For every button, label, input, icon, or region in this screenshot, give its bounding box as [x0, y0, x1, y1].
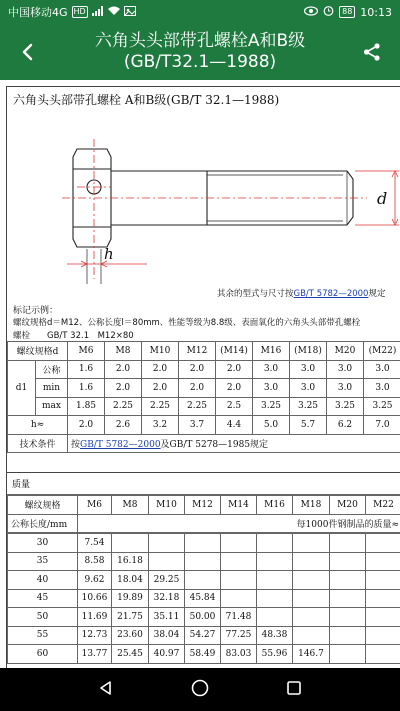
cell: 6.2	[327, 416, 364, 435]
header-thread-size: 螺纹规格d	[8, 342, 68, 361]
mass-cell	[221, 589, 257, 608]
size-cell: M20	[327, 342, 364, 361]
mass-cell	[293, 626, 330, 645]
table-row	[8, 608, 400, 627]
row-label: 公称	[36, 360, 68, 379]
cell: 2.0	[105, 360, 142, 379]
dimensions-table	[7, 341, 400, 453]
cell: 4.4	[216, 416, 253, 435]
size-cell: M10	[142, 342, 179, 361]
mass-cell: 146.7	[293, 645, 330, 664]
cell: 2.25	[179, 397, 216, 416]
header-length: 公称长度/mm	[8, 514, 78, 533]
mass-cell	[185, 534, 221, 553]
mass-table-body	[7, 533, 400, 664]
battery-icon: 88	[339, 6, 355, 18]
content-area[interactable]	[0, 80, 400, 668]
mass-cell: 9.62	[78, 571, 112, 590]
mass-cell: 21.75	[112, 608, 149, 627]
mass-cell	[330, 534, 366, 553]
mass-cell: 16.18	[112, 552, 149, 571]
table-row	[8, 434, 400, 453]
mass-cell	[257, 571, 293, 590]
share-icon	[362, 42, 382, 62]
mass-cell: 32.18	[149, 589, 185, 608]
size-cell: M14	[221, 496, 257, 515]
carrier-label: 中国移动4G	[8, 6, 68, 19]
mass-cell	[257, 534, 293, 553]
size-cell: M6	[78, 496, 112, 515]
bolt-drawing	[7, 109, 400, 284]
mass-cell	[149, 552, 185, 571]
status-bar	[0, 0, 400, 24]
mass-cell	[257, 608, 293, 627]
mass-cell: 11.69	[78, 608, 112, 627]
size-cell: M16	[253, 342, 290, 361]
notification-icon	[124, 6, 136, 19]
length-cell: 55	[8, 626, 78, 645]
cell: 3.25	[364, 397, 400, 416]
mass-cell: 35.11	[149, 608, 185, 627]
cell: 3.0	[253, 360, 290, 379]
mass-cell: 50.00	[185, 608, 221, 627]
cell: 3.25	[327, 397, 364, 416]
tech-prefix: 按	[71, 439, 81, 450]
cell: 3.0	[290, 379, 327, 398]
mass-cell	[330, 552, 366, 571]
share-button[interactable]	[344, 24, 400, 80]
cell: 1.85	[68, 397, 105, 416]
cell: 3.0	[364, 360, 400, 379]
triangle-back-icon	[98, 680, 114, 696]
mass-cell	[330, 571, 366, 590]
mass-cell: 19.89	[112, 589, 149, 608]
marking-example-2: 螺栓 GB/T 32.1 M12×80	[13, 331, 134, 341]
page-title: 六角头头部带孔螺栓A和B级(GB/T32.1—1988)	[94, 31, 306, 72]
mass-cell	[185, 571, 221, 590]
square-recents-icon	[286, 680, 302, 696]
mass-cell	[221, 571, 257, 590]
mass-cell: 25.45	[112, 645, 149, 664]
row-label: min	[36, 379, 68, 398]
size-cell: M16	[257, 496, 293, 515]
mass-cell: 29.25	[149, 571, 185, 590]
cell: 3.0	[253, 379, 290, 398]
form-note-suffix: 规定	[368, 289, 386, 299]
cell: 2.0	[142, 379, 179, 398]
navigation-bar	[0, 668, 400, 711]
d1-label: d1	[8, 360, 36, 416]
row-label: h≈	[8, 416, 68, 435]
mass-cell: 58.49	[185, 645, 221, 664]
mass-cell: 54.27	[185, 626, 221, 645]
table-row	[8, 342, 400, 361]
mass-cell	[293, 589, 330, 608]
tech-suffix: 及GB/T 5278—1985规定	[160, 439, 269, 450]
cell: 3.0	[327, 379, 364, 398]
mass-cell	[293, 571, 330, 590]
cell: 2.25	[142, 397, 179, 416]
nav-home-button[interactable]	[191, 679, 209, 701]
table-row	[8, 397, 400, 416]
mass-cell: 48.38	[257, 626, 293, 645]
length-cell: 50	[8, 608, 78, 627]
form-note-prefix: 其余的型式与尺寸按	[217, 289, 294, 299]
unit-note: 每1000件钢制品的质量≈	[78, 514, 400, 533]
size-cell: M10	[149, 496, 185, 515]
mass-cell: 12.73	[78, 626, 112, 645]
mass-cell	[330, 645, 366, 664]
cell: 2.0	[68, 416, 105, 435]
mass-title: 质量	[7, 473, 400, 495]
mass-cell	[293, 608, 330, 627]
nav-recents-button[interactable]	[286, 680, 302, 700]
size-cell: (M14)	[216, 342, 253, 361]
cell: 5.0	[253, 416, 290, 435]
table-row	[8, 360, 400, 379]
size-cell: M12	[179, 342, 216, 361]
mass-cell	[257, 589, 293, 608]
size-cell: M18	[293, 496, 330, 515]
mass-cell: 7.54	[78, 534, 112, 553]
length-cell: 35	[8, 552, 78, 571]
cell: 3.0	[327, 360, 364, 379]
standard-link-2[interactable]: GB/T 5782—2000	[80, 439, 161, 450]
cell: 2.0	[179, 379, 216, 398]
table-row	[8, 552, 400, 571]
cell: 2.0	[216, 379, 253, 398]
standard-link-1[interactable]: GB/T 5782—2000	[293, 289, 369, 299]
circle-home-icon	[191, 679, 209, 697]
mass-cell	[366, 589, 400, 608]
mass-cell	[366, 645, 400, 664]
table-row	[8, 496, 400, 515]
cell: 1.6	[68, 360, 105, 379]
table-row	[8, 514, 400, 533]
table-row	[8, 571, 400, 590]
cell: 5.7	[290, 416, 327, 435]
mass-cell: 77.25	[221, 626, 257, 645]
size-cell: M12	[185, 496, 221, 515]
marking-label: 标记示例：	[13, 306, 59, 316]
mass-cell	[330, 608, 366, 627]
row-label: 技术条件	[8, 434, 68, 453]
alarm-icon	[323, 5, 334, 19]
cell: 2.0	[179, 360, 216, 379]
mass-cell	[366, 626, 400, 645]
table-row	[8, 379, 400, 398]
cell: 2.5	[216, 397, 253, 416]
cell: 2.0	[216, 360, 253, 379]
sheet-title: 六角头头部带孔螺栓 A和B级(GB/T 32.1—1988)	[13, 93, 280, 107]
mass-cell	[366, 608, 400, 627]
length-cell: 40	[8, 571, 78, 590]
marking-example-1: 螺纹规格d＝M12、公称长度l＝80mm、性能等级为8.8级、表面氧化的六角头头部带孔螺栓	[13, 318, 361, 328]
clock-time: 10:13	[360, 5, 392, 19]
size-cell: M20	[330, 496, 366, 515]
length-cell: 60	[8, 645, 78, 664]
hd-badge: HD	[73, 7, 86, 16]
mass-cell: 18.04	[112, 571, 149, 590]
cell: 2.0	[142, 360, 179, 379]
mass-cell: 45.84	[185, 589, 221, 608]
mass-cell	[366, 552, 400, 571]
mass-cell: 40.97	[149, 645, 185, 664]
mass-cell: 83.03	[221, 645, 257, 664]
mass-cell: 23.60	[112, 626, 149, 645]
arrow-left-icon	[19, 43, 37, 61]
cell: 3.7	[179, 416, 216, 435]
dim-h-label: h	[104, 245, 114, 263]
mass-cell	[366, 534, 400, 553]
mass-cell	[366, 571, 400, 590]
row-label: max	[36, 397, 68, 416]
nav-back-button[interactable]	[98, 680, 114, 700]
mass-cell	[293, 534, 330, 553]
app-bar	[0, 24, 400, 80]
wifi-icon	[108, 6, 120, 19]
mass-cell	[293, 552, 330, 571]
size-cell: M8	[105, 342, 142, 361]
mass-cell	[149, 534, 185, 553]
mass-cell: 13.77	[78, 645, 112, 664]
mass-cell	[330, 626, 366, 645]
form-note	[217, 287, 385, 299]
mass-sheet	[6, 472, 400, 668]
back-button[interactable]	[0, 24, 56, 80]
size-cell: M8	[112, 496, 149, 515]
eye-icon	[304, 6, 318, 19]
cell: 3.25	[253, 397, 290, 416]
cell: 3.0	[290, 360, 327, 379]
mass-cell: 71.48	[221, 608, 257, 627]
size-cell: (M18)	[290, 342, 327, 361]
mass-cell: 10.66	[78, 589, 112, 608]
size-cell: M22	[366, 496, 400, 515]
mass-cell	[185, 552, 221, 571]
table-row	[8, 416, 400, 435]
cell: 2.6	[105, 416, 142, 435]
cell: 2.0	[105, 379, 142, 398]
cell: 7.0	[364, 416, 400, 435]
table-row	[8, 645, 400, 664]
mass-cell: 38.04	[149, 626, 185, 645]
mass-table	[7, 495, 400, 533]
cell: 3.0	[364, 379, 400, 398]
mass-cell	[112, 534, 149, 553]
cell: 2.25	[105, 397, 142, 416]
mass-cell	[221, 552, 257, 571]
mass-cell: 55.96	[257, 645, 293, 664]
signal-icon	[92, 6, 104, 19]
length-cell: 45	[8, 589, 78, 608]
size-cell: (M22)	[364, 342, 400, 361]
length-cell: 30	[8, 534, 78, 553]
header-spec: 螺纹规格	[8, 496, 78, 515]
dim-d-label: d	[377, 189, 388, 208]
cell: 3.2	[142, 416, 179, 435]
table-row	[8, 626, 400, 645]
size-cell: M6	[68, 342, 105, 361]
cell: 3.25	[290, 397, 327, 416]
mass-cell	[221, 534, 257, 553]
tech-conditions	[68, 434, 400, 453]
mass-cell: 8.58	[78, 552, 112, 571]
cell: 1.6	[68, 379, 105, 398]
table-row	[8, 589, 400, 608]
mass-cell	[330, 589, 366, 608]
table-row	[8, 534, 400, 553]
mass-cell	[257, 552, 293, 571]
